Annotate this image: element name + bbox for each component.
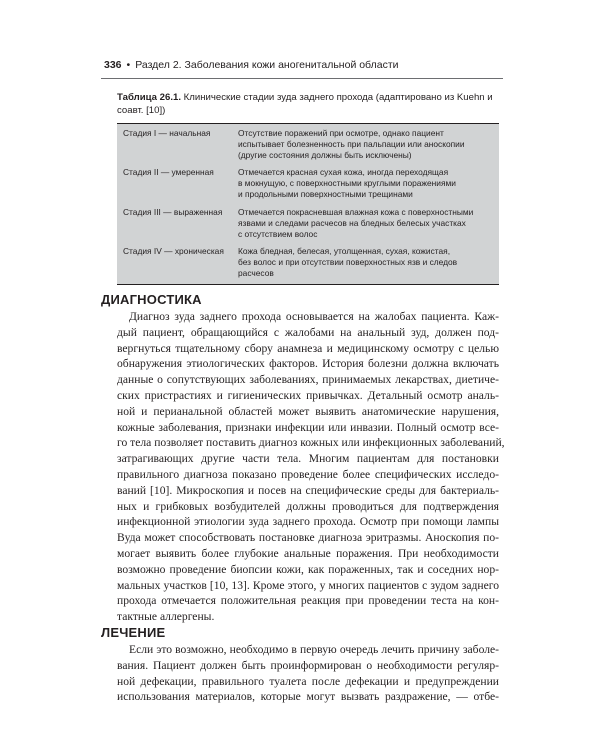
stage-description-line: без волос и при отсутствии поверхностных язв и следов [238,257,458,268]
stage-description-line: (другие состояния должны быть исключены) [238,150,412,161]
table-top-rule [117,123,499,124]
stage-description-line: Отмечается покрасневшая влажная кожа с поверхностными [238,207,474,217]
paragraph-line: ной дефекации, правильного туалета после дефекации и предупреждении [117,674,499,688]
paragraph-line: правильного диагноза показано проведение более специфических исследо- [117,467,499,481]
table-caption [117,92,499,117]
stage-description-line: расчесов [238,268,274,279]
paragraph-line: ваний [10]. Микроскопия и посев на специфические среды для бактериаль- [117,483,499,497]
paragraph-line: могает выявить более глубокие анальные поражения. При необходимости [117,546,499,560]
paragraph-line: го тела позволяет поставить диагноз кожных или инфекционных заболеваний, [117,436,505,450]
stage-description [238,167,496,201]
paragraph-line: Если это возможно, необходимо в первую очередь лечить причину заболе- [129,643,499,656]
running-title: Раздел 2. Заболевания кожи аногенитальной области [135,59,399,71]
stage-description-line: Кожа бледная, белесая, утолщенная, сухая, кожистая, [238,246,451,256]
paragraph-line: кожные заболевания, признаки инфекции или инвазии. Полный осмотр все- [117,420,499,434]
paragraph-line: инфекционной этиологии зуда заднего прохода. Осмотр при помощи лампы [117,515,499,529]
stage-description [238,207,496,241]
paragraph-line: данные о сопутствующих заболеваниях, принимаемых лекарствах, диетиче- [117,373,499,387]
paragraph-line: вания. Пациент должен быть проинформирован о необходимости регуляр- [117,658,499,672]
stage-description-line: Отсутствие поражений при осмотре, однако пациент [238,128,444,138]
stage-description-line: Отмечается красная сухая кожа, иногда переходящая [238,167,449,177]
header-divider [101,78,503,79]
stage-name: Стадия III — выраженная [123,207,223,217]
paragraph-line: ной и перианальной областей может выявить анатомические нарушения, [117,404,499,418]
stage-description-line: с отсутствием волос [238,229,318,240]
paragraph-line: затрагивающих другие части тела. Многим пациентам для постановки [117,452,499,466]
stage-name: Стадия I — начальная [123,128,211,138]
paragraph-line: мальных участков [10, 13]. Кроме этого, у многих пациентов с зудом заднего [117,578,499,592]
stage-description-line: в мокнущую, с поверхностными круглыми поражениями [238,178,456,189]
diagnostics-heading: ДИАГНОСТИКА [101,292,202,307]
paragraph-line: ных и грибковых возбудителей должны проводиться для подтверждения [117,499,499,513]
paragraph-line: использования материалов, которые могут вызвать раздражение, — отбе- [117,690,499,704]
table-caption-label: Таблица 26.1. [117,92,181,103]
paragraph-line: вергнуться тщательному сбору анамнеза и медицинскому осмотру с целью [117,341,499,355]
treatment-heading: ЛЕЧЕНИЕ [101,625,166,640]
running-header [104,58,504,72]
treatment-paragraph [117,642,499,705]
paragraph-line: прохода отмечается положительная реакция при проведении теста на кон- [117,594,499,608]
stage-description-line: испытывает болезненность при пальпации или аноскопии [238,139,465,150]
page-number: 336 [104,59,122,71]
diagnostics-paragraph [117,309,505,625]
paragraph-line: возможно проведение биопсии кожи, как пораженных, так и соседних нор- [117,562,499,576]
paragraph-line: тактные аллергены. [117,610,215,624]
paragraph-line: Диагноз зуда заднего прохода основывается на жалобах пациента. Каж- [129,310,499,323]
paragraph-line: обнаружения этиологических факторов. История болезни должна включать [117,357,499,371]
stage-name: Стадия IV — хроническая [123,246,224,256]
stage-description-line: и продольными поверхностными трещинами [238,189,413,200]
stage-description [238,246,496,280]
table-caption-text: Клинические стадии зуда заднего прохода (адаптировано из Kuehn и [181,92,493,103]
stage-description-line: язвами и следами расчесов на бледных белесых участках [238,218,466,229]
paragraph-line: Вуда может способствовать постановке диагноза эритразмы. Аноскопия по- [117,531,499,545]
stage-description [238,128,496,162]
stages-table [117,123,499,285]
paragraph-line: дый пациент, обращающийся с жалобами на анальный зуд, должен под- [117,325,499,339]
paragraph-line: ских пристрастиях и гигиенических привычках. Детальный осмотр аналь- [117,388,499,402]
table-caption-text-continued: соавт. [10]) [117,104,166,116]
table-bottom-rule [117,284,499,285]
stage-name: Стадия II — умеренная [123,167,214,177]
header-bullet: • [126,59,131,71]
